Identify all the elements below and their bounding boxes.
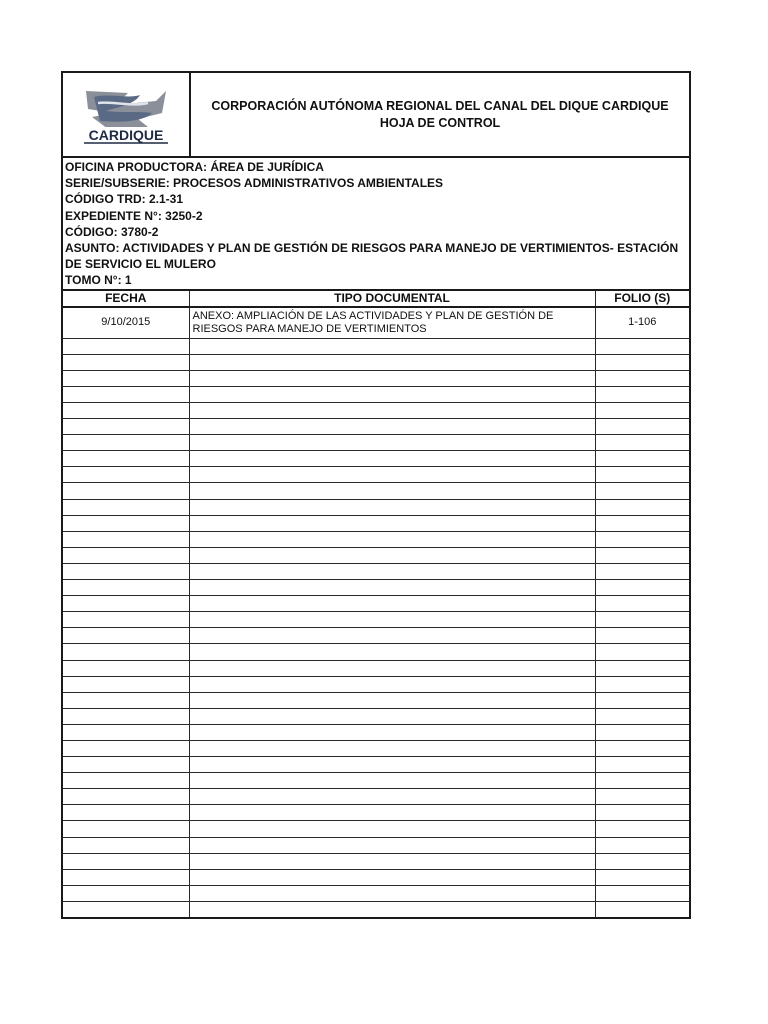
empty-row [63,740,689,756]
empty-cell [63,901,189,917]
empty-cell [63,708,189,724]
empty-cell [63,563,189,579]
empty-cell [595,676,689,692]
empty-row [63,467,689,483]
sheet-title: HOJA DE CONTROL [379,115,501,130]
empty-cell [595,499,689,515]
empty-row [63,354,689,370]
empty-cell [189,451,595,467]
empty-cell [595,628,689,644]
empty-cell [189,757,595,773]
empty-cell [63,724,189,740]
tomo-number: TOMO N°: 1 [65,273,132,288]
empty-row [63,773,689,789]
empty-row [63,435,689,451]
empty-cell [63,773,189,789]
cell-tipo-documental: ANEXO: AMPLIACIÓN DE LAS ACTIVIDADES Y PLAN DE GESTIÓN DE RIESGOS PARA MANEJO DE VERTIMIENTOS [189,307,595,339]
codigo: CÓDIGO: 3780-2 [65,224,159,239]
empty-cell [189,531,595,547]
empty-cell [595,338,689,354]
empty-cell [189,740,595,756]
empty-cell [189,628,595,644]
column-header-tipo-documental: TIPO DOCUMENTAL [189,291,595,307]
empty-cell [595,773,689,789]
asunto: ASUNTO: ACTIVIDADES Y PLAN DE GESTIÓN DE RIESGOS PARA MANEJO DE VERTIMIENTOS- ESTACIÓN DE SERVICIO EL MULERO [65,241,679,272]
empty-cell [595,805,689,821]
empty-cell [189,773,595,789]
empty-cell [63,403,189,419]
empty-row [63,805,689,821]
control-sheet [61,71,691,919]
empty-row [63,724,689,740]
empty-cell [189,467,595,483]
empty-row [63,692,689,708]
empty-cell [189,515,595,531]
empty-cell [63,789,189,805]
empty-cell [63,628,189,644]
empty-cell [595,531,689,547]
empty-cell [189,644,595,660]
empty-cell [595,467,689,483]
empty-cell [63,547,189,563]
empty-cell [189,821,595,837]
empty-cell [595,370,689,386]
empty-row [63,451,689,467]
empty-cell [189,901,595,917]
empty-cell [189,354,595,370]
empty-cell [189,853,595,869]
empty-row [63,837,689,853]
empty-cell [595,403,689,419]
empty-row [63,628,689,644]
empty-cell [595,869,689,885]
empty-cell [63,644,189,660]
empty-cell [595,885,689,901]
empty-cell [595,692,689,708]
empty-row [63,563,689,579]
empty-row [63,403,689,419]
empty-cell [189,708,595,724]
empty-cell [595,757,689,773]
empty-row [63,612,689,628]
empty-cell [595,419,689,435]
empty-cell [189,692,595,708]
empty-cell [63,676,189,692]
empty-cell [189,370,595,386]
empty-cell [63,386,189,402]
empty-cell [595,386,689,402]
empty-cell [63,869,189,885]
empty-cell [595,515,689,531]
empty-row [63,708,689,724]
empty-row [63,580,689,596]
empty-cell [595,451,689,467]
empty-row [63,386,689,402]
title-cell [191,73,689,156]
empty-cell [63,612,189,628]
empty-cell [63,580,189,596]
logo-cell [63,73,191,156]
expediente-number: EXPEDIENTE N°: 3250-2 [65,208,203,223]
empty-cell [595,435,689,451]
empty-cell [63,805,189,821]
empty-row [63,370,689,386]
empty-cell [63,692,189,708]
empty-cell [595,708,689,724]
empty-cell [189,660,595,676]
empty-cell [189,596,595,612]
empty-cell [595,837,689,853]
empty-row [63,789,689,805]
empty-cell [595,724,689,740]
empty-cell [63,853,189,869]
empty-row [63,853,689,869]
empty-cell [189,338,595,354]
serie-subserie: SERIE/SUBSERIE: PROCESOS ADMINISTRATIVOS AMBIENTALES [65,176,444,191]
empty-cell [63,757,189,773]
empty-cell [595,483,689,499]
column-header-folio: FOLIO (S) [595,291,689,307]
empty-cell [63,467,189,483]
empty-row [63,499,689,515]
empty-cell [189,499,595,515]
empty-cell [63,515,189,531]
empty-row [63,660,689,676]
cell-fecha: 9/10/2015 [63,307,189,339]
empty-row [63,901,689,917]
empty-row [63,757,689,773]
empty-cell [189,483,595,499]
empty-cell [595,821,689,837]
empty-cell [189,805,595,821]
empty-cell [63,499,189,515]
empty-cell [595,644,689,660]
empty-row [63,676,689,692]
table-header-row [63,291,689,307]
empty-cell [189,419,595,435]
empty-cell [63,821,189,837]
empty-row [63,483,689,499]
empty-cell [189,885,595,901]
empty-cell [63,740,189,756]
codigo-trd: CÓDIGO TRD: 2.1-31 [65,192,184,207]
empty-cell [595,354,689,370]
empty-cell [595,563,689,579]
empty-row [63,515,689,531]
empty-cell [595,901,689,917]
empty-cell [595,547,689,563]
empty-cell [63,435,189,451]
metadata-block [63,158,689,291]
empty-row [63,531,689,547]
oficina-productora: OFICINA PRODUCTORA: ÁREA DE JURÍDICA [65,160,324,174]
empty-cell [189,869,595,885]
empty-row [63,596,689,612]
empty-cell [63,885,189,901]
empty-cell [595,596,689,612]
empty-cell [63,419,189,435]
empty-cell [63,837,189,853]
cell-folio: 1-106 [595,307,689,339]
empty-cell [595,853,689,869]
empty-cell [63,483,189,499]
empty-row [63,644,689,660]
empty-cell [189,403,595,419]
empty-cell [595,612,689,628]
empty-cell [595,740,689,756]
empty-cell [189,563,595,579]
empty-cell [189,386,595,402]
empty-cell [189,724,595,740]
empty-cell [63,660,189,676]
empty-cell [63,596,189,612]
empty-cell [63,451,189,467]
empty-row [63,869,689,885]
empty-row [63,547,689,563]
empty-cell [189,435,595,451]
column-header-fecha: FECHA [63,291,189,307]
empty-cell [595,789,689,805]
empty-cell [63,354,189,370]
empty-row [63,419,689,435]
logo-text: CARDIQUE [88,126,164,143]
sheet-header [63,73,689,158]
empty-row [63,885,689,901]
empty-row [63,821,689,837]
empty-cell [189,580,595,596]
org-title: CORPORACIÓN AUTÓNOMA REGIONAL DEL CANAL DEL DIQUE CARDIQUE [211,98,669,113]
table-row [63,307,689,339]
empty-cell [189,612,595,628]
empty-cell [595,580,689,596]
empty-cell [63,531,189,547]
cardique-logo [78,83,174,147]
empty-cell [189,676,595,692]
empty-cell [63,370,189,386]
empty-cell [63,338,189,354]
empty-cell [189,837,595,853]
empty-cell [189,789,595,805]
empty-row [63,338,689,354]
empty-cell [595,660,689,676]
document-table [63,291,689,917]
empty-cell [189,547,595,563]
